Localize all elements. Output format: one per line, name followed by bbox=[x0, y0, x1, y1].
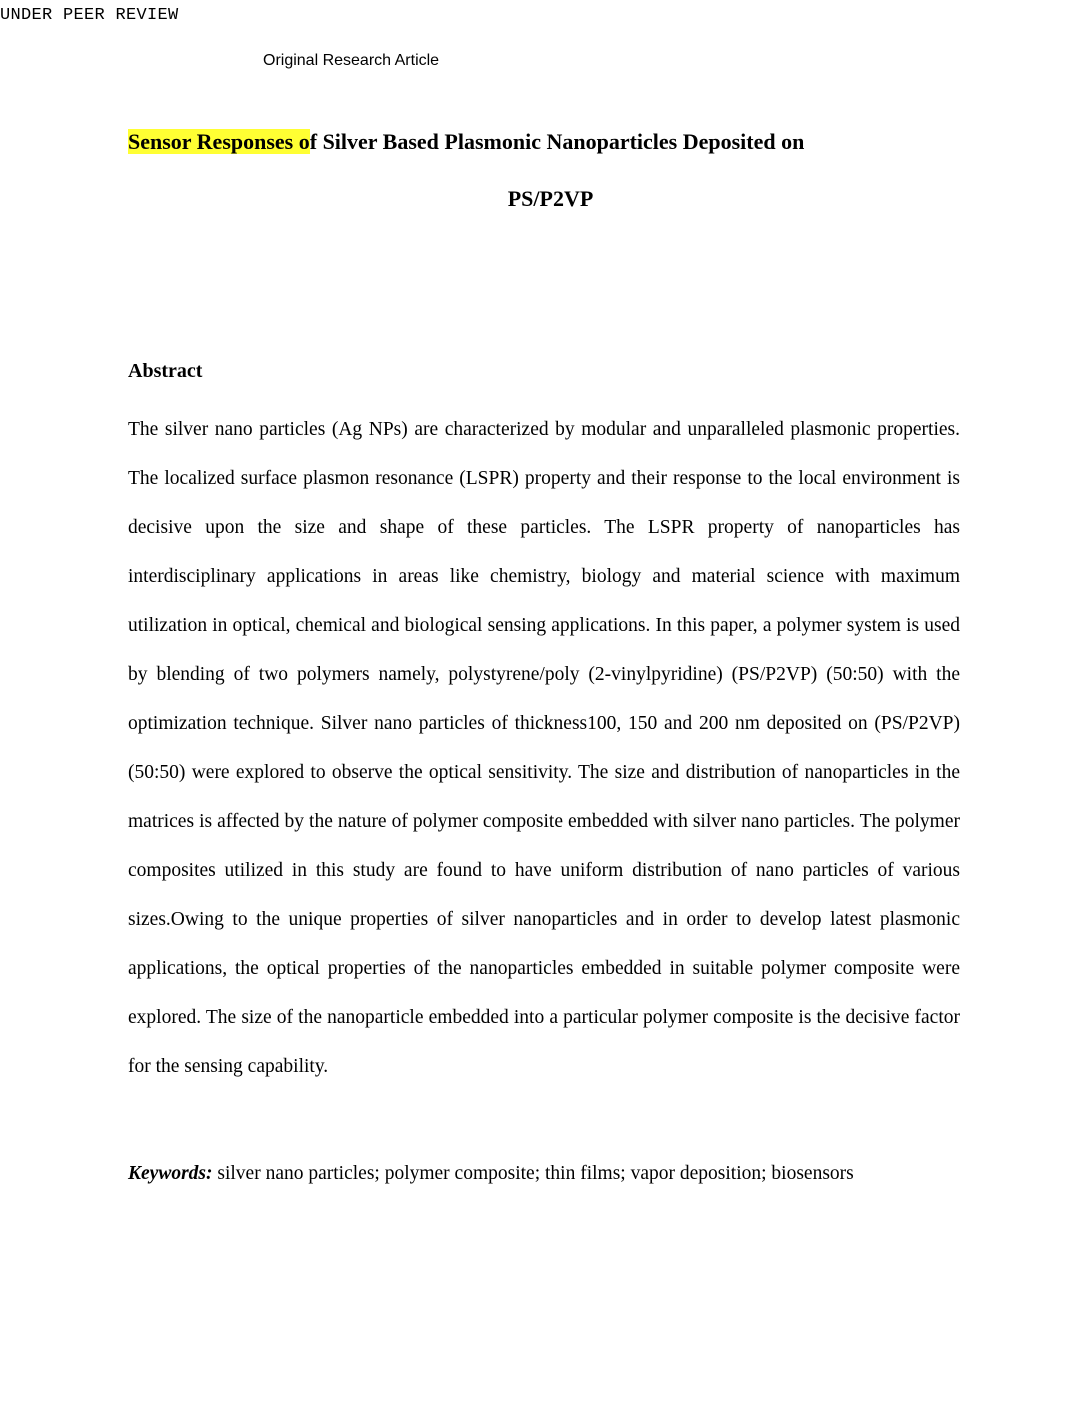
abstract-heading: Abstract bbox=[128, 360, 203, 382]
paper-title bbox=[128, 128, 960, 213]
title-line-2: PS/P2VP bbox=[507, 186, 594, 211]
keywords-label: Keywords: bbox=[128, 1163, 213, 1184]
title-line-1 bbox=[128, 128, 960, 156]
article-type-label: Original Research Article bbox=[263, 52, 440, 69]
title-line-1-rest: f Silver Based Plasmonic Nanoparticles Deposited on bbox=[309, 129, 805, 154]
peer-review-watermark: UNDER PEER REVIEW bbox=[0, 6, 179, 25]
keywords-text: silver nano particles; polymer composite; thin films; vapor deposition; biosensors bbox=[212, 1163, 854, 1184]
abstract-body: The silver nano particles (Ag NPs) are characterized by modular and unparalleled plasmonic properties. The localized surface plasmon resonance (LSPR) property and their response to the local environment is decisive upon the size and shape of these particles. The LSPR property of nanoparticles has interdisciplinary applications in areas like chemistry, biology and material science with maximum utilization in optical, chemical and biological sensing applications. In this paper, a polymer system is used by blending of two polymers namely, polystyrene/poly (2-vinylpyridine) (PS/P2VP) (50:50) with the optimization technique. Silver nano particles of thickness100, 150 and 200 nm deposited on (PS/P2VP) (50:50) were explored to observe the optical sensitivity. The size and distribution of nanoparticles in the matrices is affected by the nature of polymer composite embedded with silver nano particles. The polymer composites utilized in this study are found to have uniform distribution of nano particles of various sizes.Owing to the unique properties of silver nanoparticles and in order to develop latest plasmonic applications, the optical properties of the nanoparticles embedded in suitable polymer composite were explored. The size of the nanoparticle embedded into a particular polymer composite is the decisive factor for the sensing capability. bbox=[128, 419, 960, 1077]
title-highlight: Sensor Responses o bbox=[128, 129, 310, 154]
keywords-line bbox=[128, 1160, 960, 1188]
